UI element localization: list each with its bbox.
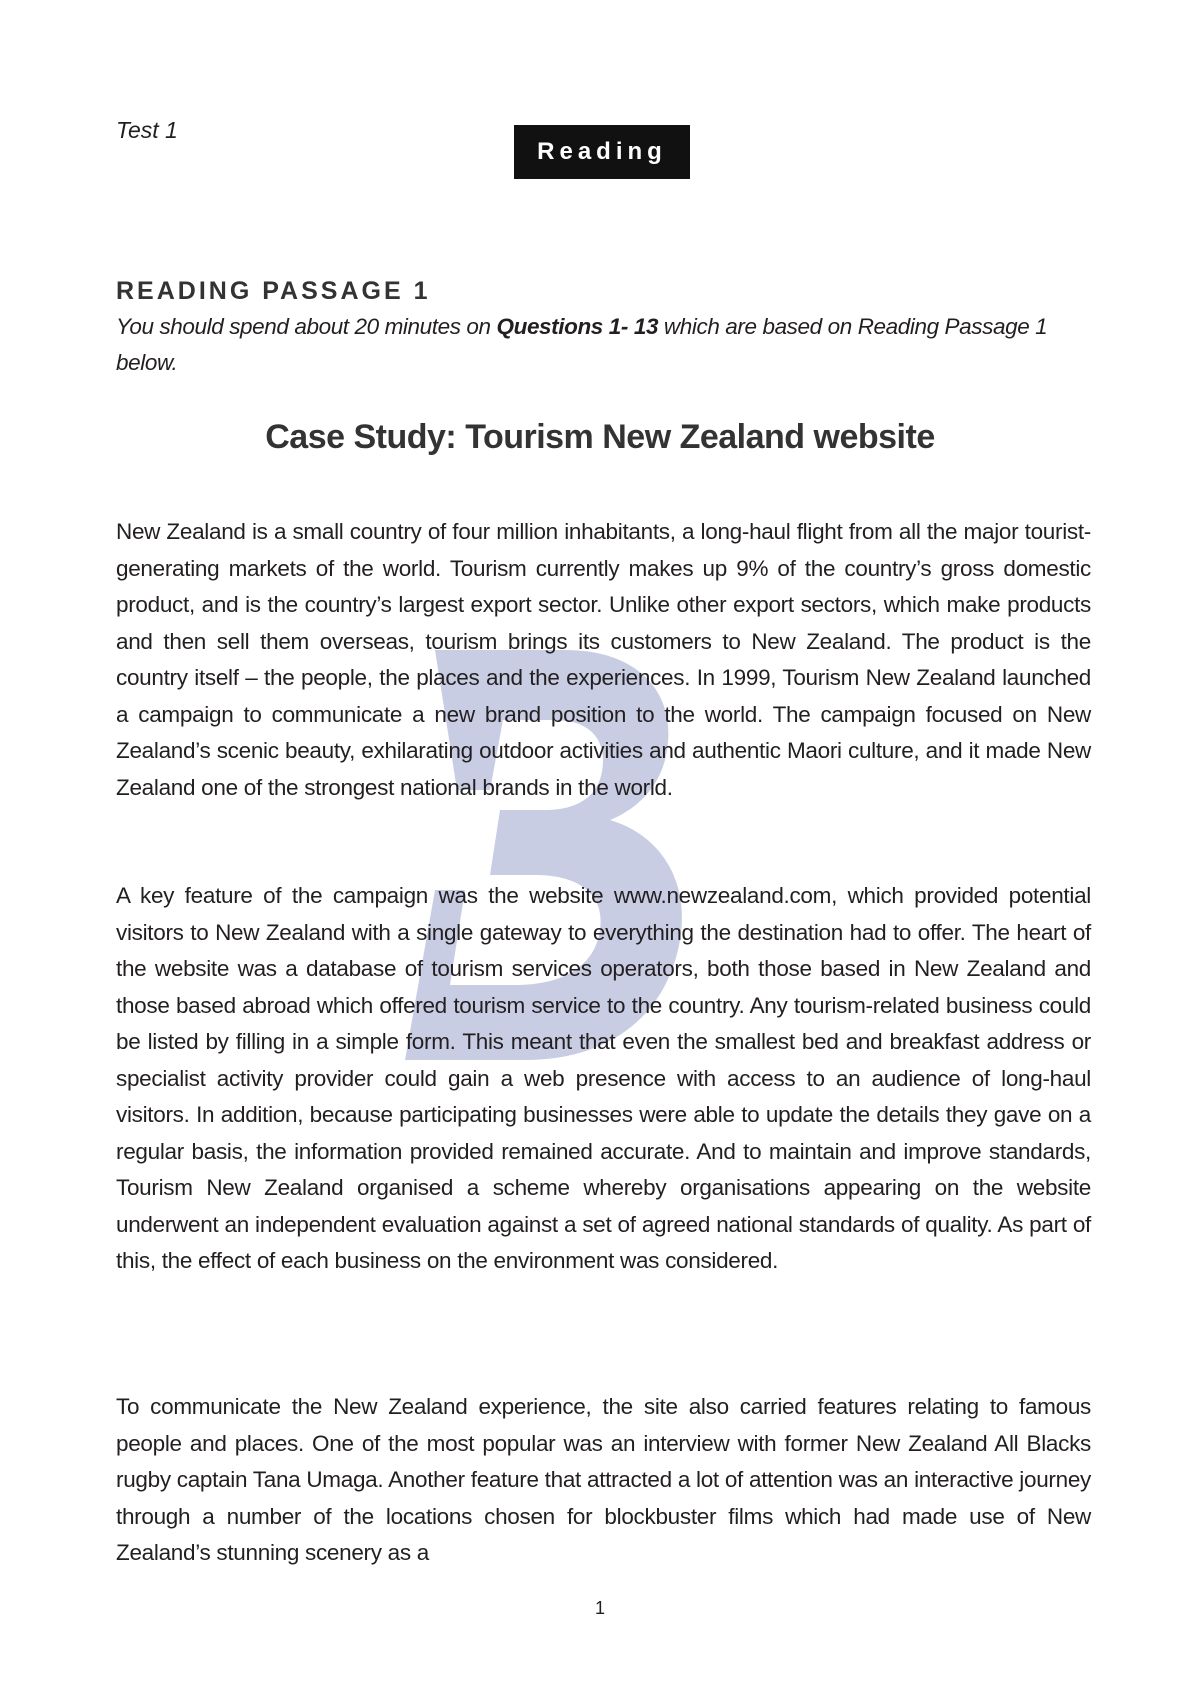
paragraph: A key feature of the campaign was the website www.newzealand.com, which provided potential visitors to New Zealand with a single gateway to everything the destination had to offer. The heart of the website was a database of tourism services operators, both those based in New Zealand and those based abroad which offered tourism service to the country. Any tourism-related business could be listed by filling in a simple form. This meant that even the smallest bed and breakfast address or specialist activity provider could gain a web presence with access to an audience of long-haul visitors. In addition, because participating businesses were able to update the details they gave on a regular basis, the information provided remained accurate. And to maintain and improve standards, Tourism New Zealand organised a scheme whereby organisations appearing on the website underwent an independent evaluation against a set of agreed national standards of quality. As part of this, the effect of each business on the environment was considered. [116, 883, 1091, 1273]
paragraph: To communicate the New Zealand experience, the site also carried features relating to famous people and places. One of the most popular was an interview with former New Zealand All Blacks rugby captain Tana Umaga. Another feature that attracted a lot of attention was an interactive journey through a number of the locations chosen for blockbuster films which had made use of New Zealand’s stunning scenery as a [116, 1394, 1091, 1565]
instruction-before: You should spend about 20 minutes on [116, 314, 497, 339]
paragraph: New Zealand is a small country of four million inhabitants, a long-haul flight from all the major tourist-generating markets of the world. Tourism currently makes up 9% of the country’s gross domestic product, and is the country’s largest export sector. Unlike other export sectors, which make products and then sell them overseas, tourism brings its customers to New Zealand. The product is the country itself – the people, the places and the experiences. In 1999, Tourism New Zealand launched a campaign to communicate a new brand position to the world. The campaign focused on New Zealand’s scenic beauty, exhilarating outdoor activities and authentic Maori culture, and it made New Zealand one of the strongest national brands in the world. [116, 519, 1091, 800]
page-number: 1 [594, 1598, 605, 1618]
instruction-after: which are based on Reading Passage 1 below. [116, 314, 1048, 375]
test-label: Test 1 [116, 117, 178, 143]
instruction-text [116, 309, 1091, 381]
article-title: Case Study: Tourism New Zealand website [265, 418, 935, 456]
section-badge: Reading [514, 125, 690, 179]
passage-heading: READING PASSAGE 1 [116, 277, 431, 305]
instruction-questions: Questions 1- 13 [496, 314, 659, 339]
